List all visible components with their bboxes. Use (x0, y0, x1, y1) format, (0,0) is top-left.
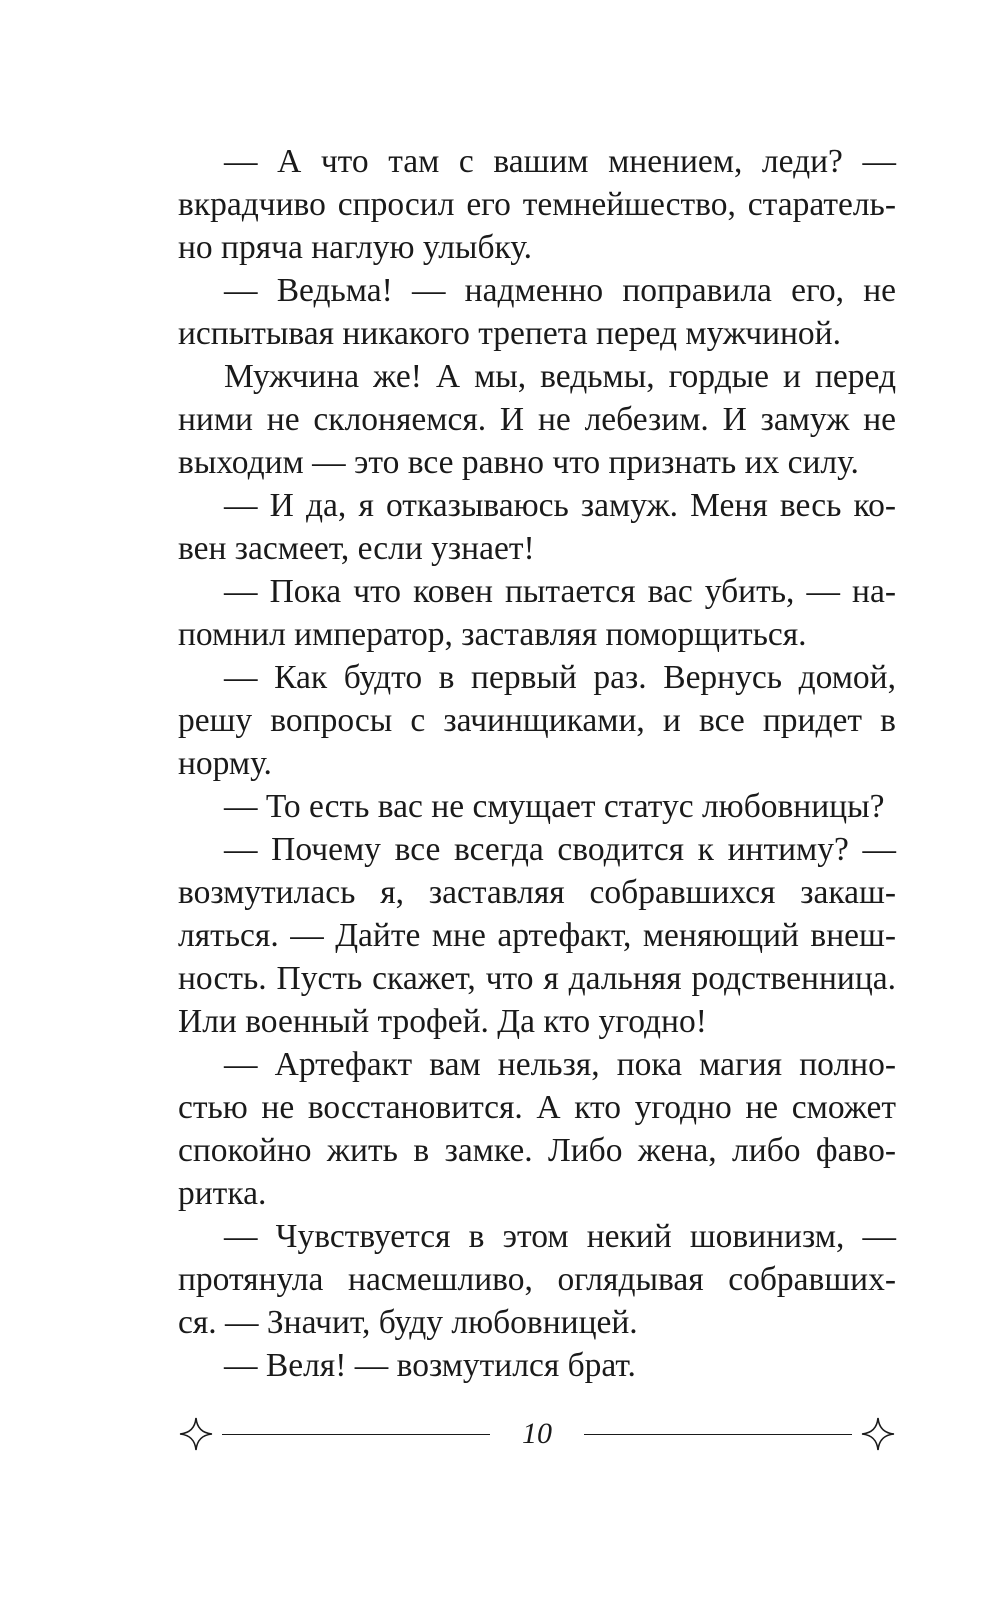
text-line: испытывая никакого трепета перед мужчиной. (178, 315, 841, 352)
text-line: возмутилась я, заставляя собравшихся закаш- (178, 874, 896, 911)
text-line: протянула насмешливо, оглядывая собравших- (178, 1261, 896, 1298)
text-line: помнил император, заставляя поморщиться. (178, 616, 807, 653)
text-line: вен засмеет, если узнает! (178, 530, 535, 567)
text-line: — А что там с вашим мнением, леди? — (224, 143, 896, 180)
page-body (178, 140, 896, 1387)
text-line: — То есть вас не смущает статус любовницы? (224, 788, 885, 825)
text-line: — Как будто в первый раз. Вернусь домой, (224, 659, 896, 696)
text-line: — Почему все всегда сводится к интиму? — (224, 831, 896, 868)
text-line: ность. Пусть скажет, что я дальняя родственница. (178, 960, 896, 997)
text-line: решу вопросы с зачинщиками, и все придет в (178, 702, 896, 739)
text-line: выходим — это все равно что признать их силу. (178, 444, 859, 481)
text-line: спокойно жить в замке. Либо жена, либо фаво- (178, 1132, 896, 1169)
text-line: Мужчина же! А мы, ведьмы, гордые и перед (224, 358, 896, 395)
text-line: — Ведьма! — надменно поправила его, не (224, 272, 896, 309)
footer-rule-right (584, 1434, 852, 1435)
page-number: 10 (522, 1417, 552, 1450)
text-line: ними не склоняемся. И не лебезим. И замуж не (178, 401, 896, 438)
text-line: — И да, я отказываюсь замуж. Меня весь ко- (224, 487, 896, 524)
text-line: — Чувствуется в этом некий шовинизм, — (224, 1218, 896, 1255)
text-line: норму. (178, 745, 272, 782)
text-line: ритка. (178, 1175, 267, 1212)
text-line: — Веля! — возмутился брат. (224, 1347, 636, 1384)
four-point-star-icon (178, 1416, 214, 1452)
text-line: — Пока что ковен пытается вас убить, — на- (224, 573, 896, 610)
text-line: Или военный трофей. Да кто угодно! (178, 1003, 707, 1040)
text-line: ся. — Значит, буду любовницей. (178, 1304, 638, 1341)
text-line: — Артефакт вам нельзя, пока магия полно- (224, 1046, 896, 1083)
text-line: стью не восстановится. А кто угодно не сможет (178, 1089, 896, 1126)
text-line: но пряча наглую улыбку. (178, 229, 533, 266)
footer-rule-left (222, 1434, 490, 1435)
page-footer (178, 1414, 896, 1454)
four-point-star-icon (860, 1416, 896, 1452)
text-line: вкрадчиво спросил его темнейшество, старатель- (178, 186, 896, 223)
text-line: ляться. — Дайте мне артефакт, меняющий внеш- (178, 917, 896, 954)
